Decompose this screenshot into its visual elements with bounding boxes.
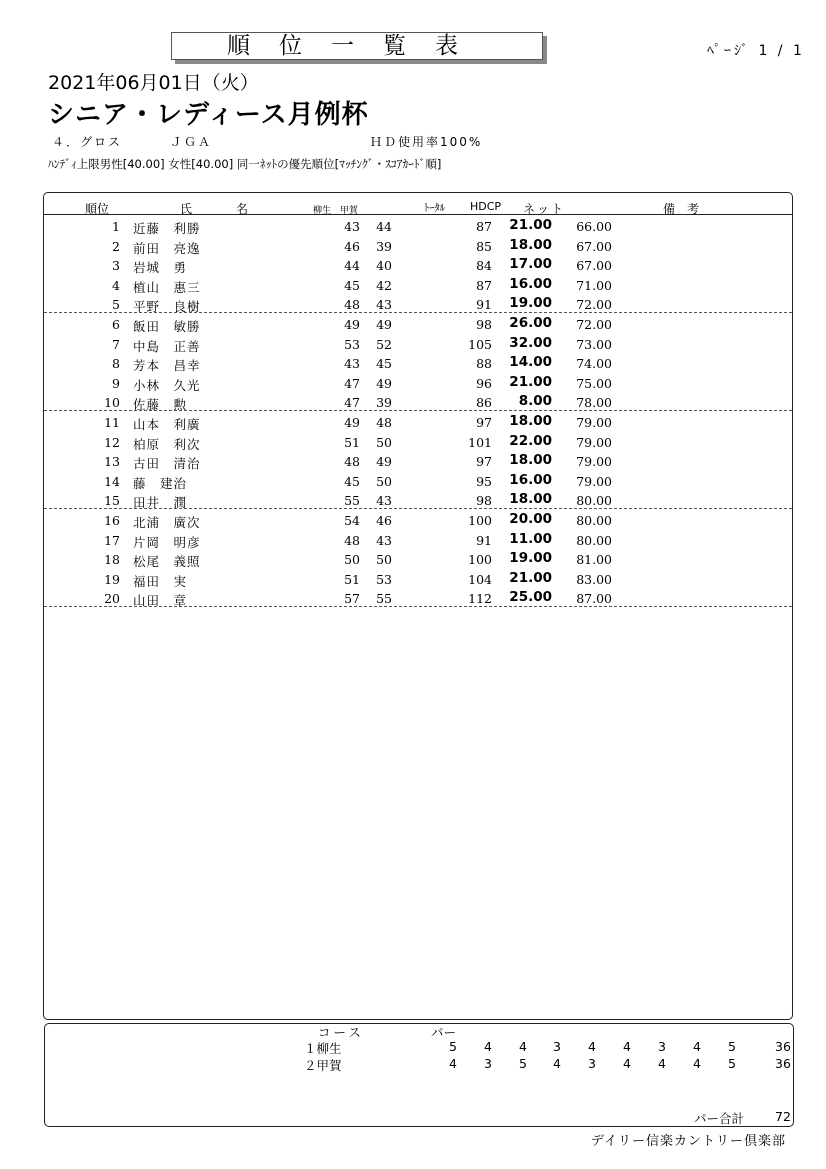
course1-score: 49 <box>344 317 360 332</box>
player-name: 田井 潤 <box>133 495 188 511</box>
net-score: 83.00 <box>576 571 612 587</box>
course1-score: 46 <box>344 238 360 254</box>
handicap: 14.00 <box>509 354 552 371</box>
course2-score: 40 <box>376 258 392 274</box>
event-date: 2021年06月01日（火） <box>48 72 259 94</box>
player-name: 芳本 昌幸 <box>133 358 201 374</box>
player-name: 佐藤 勲 <box>133 397 188 413</box>
handicap: 17.00 <box>509 256 552 273</box>
handicap: 18.00 <box>509 413 552 429</box>
course1-score: 48 <box>344 454 360 470</box>
total-score: 97 <box>476 415 492 430</box>
hole-par: 3 <box>658 1039 666 1054</box>
net-score: 79.00 <box>576 473 612 489</box>
hole-par: 4 <box>623 1039 631 1054</box>
rank-cell: 2 <box>112 238 120 254</box>
total-score: 105 <box>468 336 492 352</box>
hole-par: 5 <box>728 1056 736 1071</box>
course1-score: 55 <box>344 493 360 509</box>
rank-cell: 20 <box>104 591 120 607</box>
course2-score: 50 <box>376 552 392 568</box>
col-name-given: 名 <box>236 202 249 216</box>
net-score: 72.00 <box>576 317 612 332</box>
table-row <box>44 471 792 491</box>
group-divider <box>44 606 792 607</box>
course1-score: 51 <box>344 434 360 450</box>
table-row <box>44 451 792 471</box>
group-divider <box>44 508 792 509</box>
table-row <box>44 569 792 589</box>
table-row <box>44 216 792 236</box>
total-score: 101 <box>468 434 492 450</box>
hd-usage-rate: ＨＤ使用率100% <box>370 135 483 149</box>
rank-cell: 4 <box>112 277 120 293</box>
course2-score: 48 <box>376 415 392 430</box>
course1-score: 47 <box>344 375 360 391</box>
course1-score: 47 <box>344 395 360 411</box>
rank-cell: 3 <box>112 258 120 274</box>
course1-score: 50 <box>344 552 360 568</box>
player-name: 山本 利廣 <box>133 417 201 432</box>
rank-cell: 16 <box>104 513 120 528</box>
course2-score: 45 <box>376 356 392 372</box>
course2-score: 42 <box>376 277 392 293</box>
rank-cell: 7 <box>112 336 120 352</box>
net-score: 74.00 <box>576 356 612 372</box>
rank-cell: 11 <box>104 415 120 430</box>
rank-cell: 12 <box>104 434 120 450</box>
handicap: 18.00 <box>509 491 552 508</box>
col-rank: 順位 <box>85 202 110 216</box>
total-score: 87 <box>476 219 492 234</box>
net-score: 80.00 <box>576 532 612 548</box>
player-name: 松尾 義照 <box>133 554 201 570</box>
total-score: 112 <box>468 591 492 607</box>
total-score: 100 <box>468 552 492 568</box>
hole-par: 5 <box>519 1056 527 1071</box>
handicap: 21.00 <box>509 217 552 233</box>
handicap: 19.00 <box>509 295 552 312</box>
handicap: 11.00 <box>509 530 552 547</box>
hole-par: 3 <box>588 1056 596 1071</box>
col-course1: 柳生 <box>313 206 332 216</box>
course-name: ２甲賀 <box>304 1058 342 1073</box>
course1-score: 45 <box>344 277 360 293</box>
col-remarks: 備 考 <box>663 202 700 216</box>
rank-cell: 9 <box>112 375 120 391</box>
course1-score: 48 <box>344 532 360 548</box>
table-row <box>44 236 792 256</box>
course2-score: 39 <box>376 238 392 254</box>
handicap: 16.00 <box>509 471 552 488</box>
hole-par: 5 <box>449 1039 457 1054</box>
total-score: 98 <box>476 317 492 332</box>
club-name: デイリー信楽カントリー倶楽部 <box>590 1134 786 1149</box>
rank-cell: 8 <box>112 356 120 372</box>
course-par-table <box>44 1023 794 1127</box>
total-score: 88 <box>476 356 492 372</box>
rank-cell: 10 <box>104 395 120 411</box>
handicap: 18.00 <box>509 236 552 253</box>
hole-par: 4 <box>553 1056 561 1071</box>
course1-score: 45 <box>344 473 360 489</box>
handicap: 18.00 <box>509 452 552 469</box>
total-score: 86 <box>476 395 492 411</box>
hole-par: 4 <box>693 1039 701 1054</box>
handicap: 16.00 <box>509 275 552 292</box>
player-name: 片岡 明彦 <box>133 534 201 550</box>
table-row <box>44 353 792 373</box>
rank-cell: 6 <box>112 317 120 332</box>
rank-cell: 5 <box>112 297 120 313</box>
hole-par: 4 <box>658 1056 666 1071</box>
course2-score: 44 <box>376 219 392 234</box>
table-row <box>44 510 792 530</box>
course1-score: 48 <box>344 297 360 313</box>
rank-cell: 1 <box>112 219 120 234</box>
hole-par: 5 <box>728 1039 736 1054</box>
event-name: シニア・レディース月例杯 <box>48 100 369 130</box>
par-label: パー <box>431 1025 457 1040</box>
handicap: 32.00 <box>509 334 552 351</box>
rank-cell: 18 <box>104 552 120 568</box>
handicap: 21.00 <box>509 569 552 586</box>
total-score: 85 <box>476 238 492 254</box>
player-name: 前田 亮逸 <box>133 240 201 256</box>
col-name-family: 氏 <box>180 202 193 216</box>
hole-par: 4 <box>693 1056 701 1071</box>
net-score: 79.00 <box>576 415 612 430</box>
hole-par: 3 <box>484 1056 492 1071</box>
header-divider <box>44 214 792 215</box>
rank-cell: 17 <box>104 532 120 548</box>
course-label: コース <box>318 1025 364 1040</box>
col-net: ネット <box>523 202 566 216</box>
player-name: 福田 実 <box>133 573 188 589</box>
course2-score: 49 <box>376 375 392 391</box>
par-total: 72 <box>775 1109 791 1124</box>
net-score: 73.00 <box>576 336 612 352</box>
col-total: ﾄｰﾀﾙ <box>424 202 445 214</box>
total-score: 100 <box>468 513 492 528</box>
player-name: 北浦 廣次 <box>133 515 201 530</box>
handicap: 8.00 <box>518 393 552 410</box>
course2-score: 50 <box>376 434 392 450</box>
handicap: 22.00 <box>509 432 552 449</box>
course1-score: 44 <box>344 258 360 274</box>
course2-score: 49 <box>376 317 392 332</box>
player-name: 中島 正善 <box>133 338 201 354</box>
rank-cell: 14 <box>104 473 120 489</box>
hole-par: 4 <box>623 1056 631 1071</box>
player-name: 岩城 勇 <box>133 260 188 276</box>
hole-par: 4 <box>484 1039 492 1054</box>
player-name: 飯田 敏勝 <box>133 319 201 334</box>
rank-cell: 13 <box>104 454 120 470</box>
course2-score: 39 <box>376 395 392 411</box>
player-name: 小林 久光 <box>133 377 201 393</box>
handicap: 19.00 <box>509 550 552 567</box>
course2-score: 50 <box>376 473 392 489</box>
course2-score: 49 <box>376 454 392 470</box>
col-hdcp: HDCP <box>470 200 502 213</box>
handicap: 25.00 <box>509 589 552 606</box>
player-name: 柏原 利次 <box>133 436 201 452</box>
course1-score: 53 <box>344 336 360 352</box>
course-par-total: 36 <box>775 1039 791 1054</box>
table-row <box>44 412 792 432</box>
table-row <box>44 373 792 393</box>
total-score: 87 <box>476 277 492 293</box>
course1-score: 49 <box>344 415 360 430</box>
course1-score: 51 <box>344 571 360 587</box>
net-score: 71.00 <box>576 277 612 293</box>
organization: ＪＧＡ <box>170 135 213 149</box>
total-score: 91 <box>476 297 492 313</box>
player-name: 山田 章 <box>133 593 188 609</box>
course2-score: 43 <box>376 532 392 548</box>
player-name: 植山 惠三 <box>133 279 201 295</box>
table-row <box>44 334 792 354</box>
col-course2: 甲賀 <box>340 206 359 216</box>
course1-score: 43 <box>344 356 360 372</box>
table-row <box>44 275 792 295</box>
player-name: 近藤 利勝 <box>133 221 201 236</box>
course-par-total: 36 <box>775 1056 791 1071</box>
group-divider <box>44 312 792 313</box>
handicap: 26.00 <box>509 315 552 331</box>
net-score: 81.00 <box>576 552 612 568</box>
handicap-note: ﾊﾝﾃﾞｨ上限男性[40.00] 女性[40.00] 同一ﾈｯﾄの優先順位[ﾏｯﾁﾝｸﾞ・ｽｺｱｶｰﾄﾞ順] <box>48 157 442 171</box>
course2-score: 55 <box>376 591 392 607</box>
table-row <box>44 432 792 452</box>
table-row <box>44 530 792 550</box>
total-score: 96 <box>476 375 492 391</box>
hole-par: 4 <box>449 1056 457 1071</box>
net-score: 72.00 <box>576 297 612 313</box>
total-score: 91 <box>476 532 492 548</box>
course1-score: 54 <box>344 513 360 528</box>
course1-score: 57 <box>344 591 360 607</box>
group-divider <box>44 410 792 411</box>
net-score: 80.00 <box>576 513 612 528</box>
course2-score: 52 <box>376 336 392 352</box>
course2-score: 43 <box>376 297 392 313</box>
handicap: 21.00 <box>509 373 552 390</box>
hole-par: 4 <box>588 1039 596 1054</box>
course1-score: 43 <box>344 219 360 234</box>
course2-score: 43 <box>376 493 392 509</box>
hole-par: 3 <box>553 1039 561 1054</box>
course2-score: 53 <box>376 571 392 587</box>
course2-score: 46 <box>376 513 392 528</box>
table-row <box>44 314 792 334</box>
handicap: 20.00 <box>509 511 552 527</box>
total-score: 97 <box>476 454 492 470</box>
net-score: 66.00 <box>576 219 612 234</box>
player-name: 藤 建治 <box>133 475 188 491</box>
net-score: 80.00 <box>576 493 612 509</box>
total-score: 84 <box>476 258 492 274</box>
total-score: 104 <box>468 571 492 587</box>
rank-cell: 15 <box>104 493 120 509</box>
scoring-format: ４．グロス <box>52 135 123 149</box>
table-row <box>44 549 792 569</box>
table-row <box>44 255 792 275</box>
rank-cell: 19 <box>104 571 120 587</box>
player-name: 平野 良樹 <box>133 299 201 315</box>
player-name: 古田 清治 <box>133 456 201 472</box>
course-name: １柳生 <box>304 1041 342 1056</box>
par-total-label: パー合計 <box>694 1111 745 1126</box>
total-score: 95 <box>476 473 492 489</box>
total-score: 98 <box>476 493 492 509</box>
net-score: 67.00 <box>576 258 612 274</box>
report-title: 順位一覧表 <box>171 32 543 60</box>
net-score: 79.00 <box>576 454 612 470</box>
hole-par: 4 <box>519 1039 527 1054</box>
page-indicator: ﾍﾟｰｼﾞ 1 / 1 <box>707 43 805 59</box>
net-score: 67.00 <box>576 238 612 254</box>
net-score: 75.00 <box>576 375 612 391</box>
net-score: 87.00 <box>576 591 612 607</box>
net-score: 78.00 <box>576 395 612 411</box>
net-score: 79.00 <box>576 434 612 450</box>
